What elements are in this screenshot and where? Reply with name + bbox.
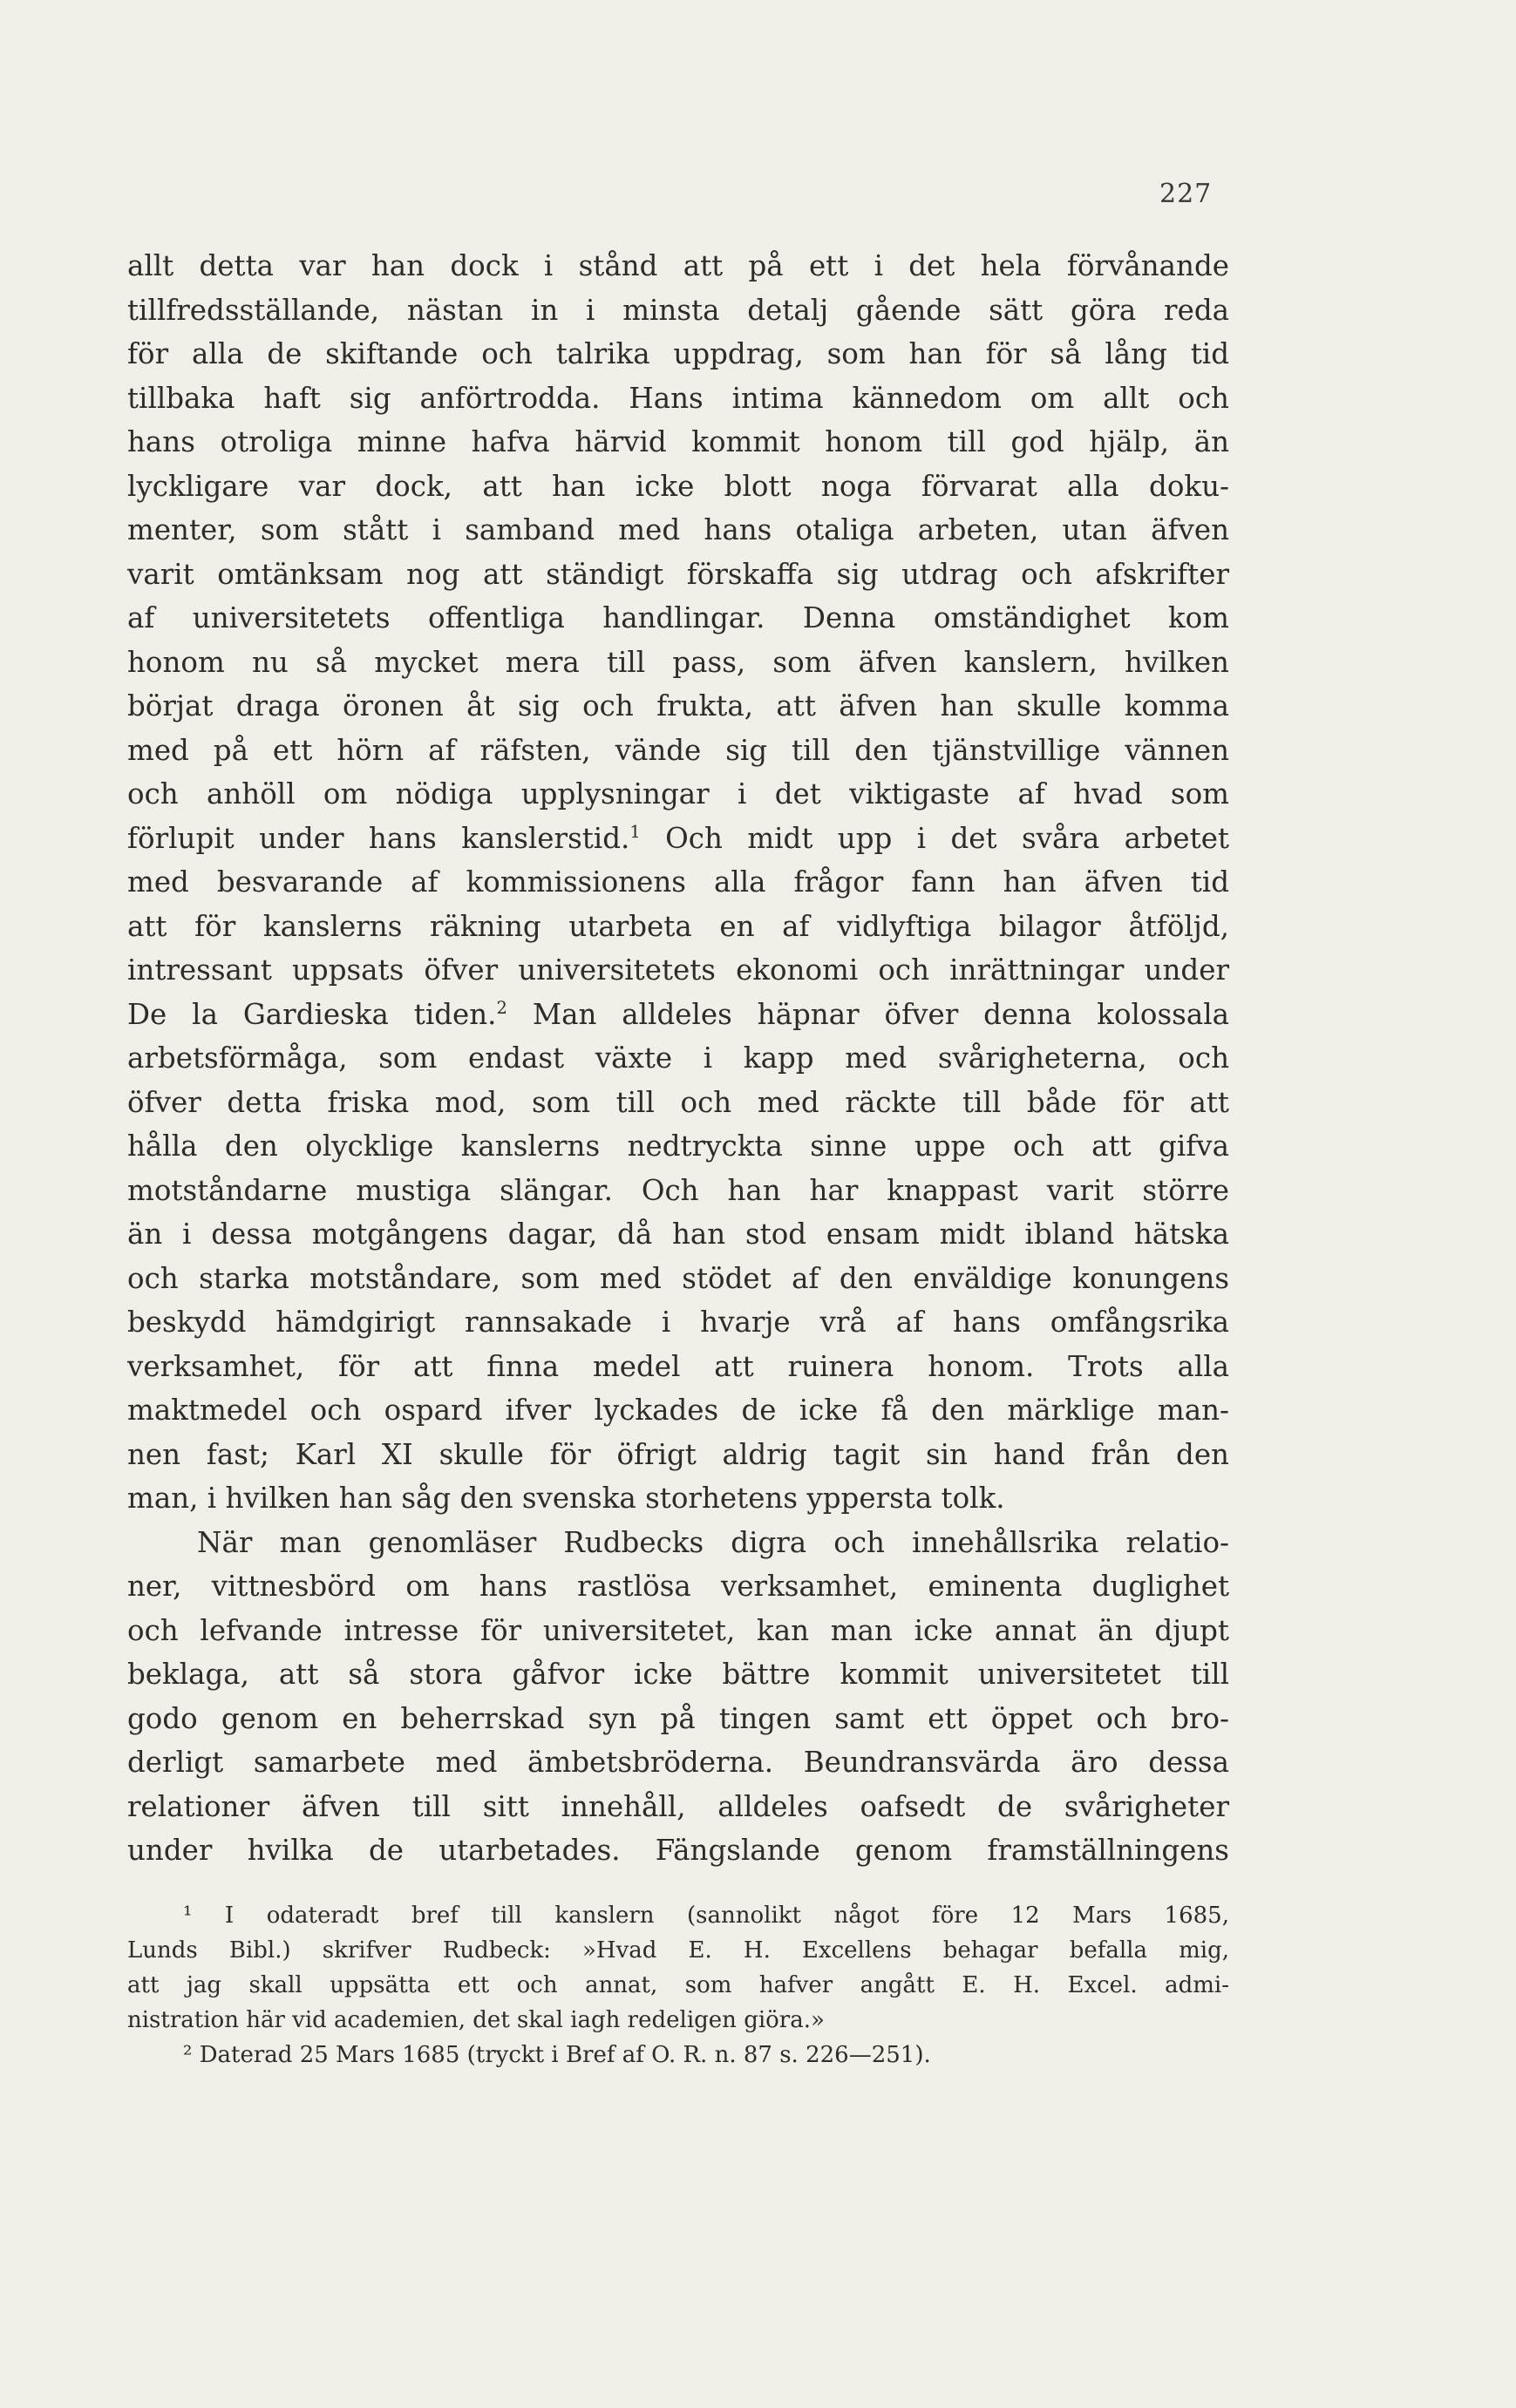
text-line: hans otroliga minne hafva härvid kommit honom till god hjälp, än (127, 425, 1229, 458)
text-line: för alla de skiftande och talrika uppdrag, som han för så lång tid (127, 337, 1229, 370)
text-line: förlupit under hans kanslerstid.$^1$ Och midt upp i det svåra arbetet (127, 821, 1229, 855)
text-line: än i dessa motgångens dagar, då han stod ensam midt ibland hätska (127, 1218, 1229, 1251)
page-number: 227 (1159, 179, 1213, 209)
text-line: och starka motståndare, som med stödet af den enväldige konungens (127, 1261, 1229, 1295)
text-line: godo genom en beherrskad syn på tingen samt ett öppet och bro- (127, 1701, 1229, 1735)
text-line: beskydd hämdgirigt rannsakade i hvarje vrå af hans omfångsrika (127, 1306, 1229, 1339)
footnote-line: att jag skall uppsätta ett och annat, som hafver angått E. H. Excel. admi- (127, 1972, 1229, 1998)
text-line: med besvarande af kommissionens alla frågor fann han äfven tid (127, 865, 1229, 899)
text-line: verksamhet, för att finna medel att ruinera honom. Trots alla (127, 1349, 1229, 1383)
text-line: De la Gardieska tiden.$^2$ Man alldeles häpnar öfver denna kolossala (127, 997, 1229, 1031)
text-line: man, i hvilken han såg den svenska storhetens yppersta tolk. (127, 1482, 1005, 1515)
text-line: maktmedel och ospard ifver lyckades de icke få den märklige man- (127, 1394, 1229, 1427)
text-line: relationer äfven till sitt innehåll, alldeles oafsedt de svårigheter (127, 1789, 1229, 1823)
text-line: och anhöll om nödiga upplysningar i det viktigaste af hvad som (127, 777, 1229, 811)
text-line: tillbaka haft sig anförtrodda. Hans intima kännedom om allt och (127, 381, 1229, 415)
text-line: hålla den olycklige kanslerns nedtryckta sinne uppe och att gifva (127, 1129, 1229, 1163)
footnote-line: ² Daterad 25 Mars 1685 (tryckt i Bref af O. R. n. 87 s. 226—251). (183, 2042, 931, 2068)
text-line: beklaga, att så stora gåfvor icke bättre kommit universitetet till (127, 1658, 1229, 1691)
footnote-line: nistration här vid academien, det skal iagh redeligen giöra.» (127, 2007, 825, 2033)
text-line: med på ett hörn af räfsten, vände sig till den tjänstvillige vännen (127, 733, 1229, 767)
text-line: lyckligare var dock, att han icke blott noga förvarat alla doku- (127, 469, 1229, 503)
text-line: menter, som stått i samband med hans otaliga arbeten, utan äfven (127, 513, 1229, 546)
footnote-line: ¹ I odateradt bref till kanslern (sannolikt något före 12 Mars 1685, (183, 1903, 1229, 1929)
text-line: börjat draga öronen åt sig och frukta, att äfven han skulle komma (127, 689, 1229, 722)
text-line: nen fast; Karl XI skulle för öfrigt aldrig tagit sin hand från den (127, 1437, 1229, 1471)
body-text (127, 244, 1229, 1873)
text-line: intressant uppsats öfver universitetets ekonomi och inrättningar under (127, 953, 1229, 987)
text-line: och lefvande intresse för universitetet, kan man icke annat än djupt (127, 1613, 1229, 1647)
text-line: derligt samarbete med ämbetsbröderna. Beundransvärda äro dessa (127, 1746, 1229, 1779)
footnotes (127, 1898, 1229, 2072)
text-line: varit omtänksam nog att ständigt förskaffa sig utdrag och afskrifter (127, 557, 1229, 591)
footnote-ref: 2 (496, 997, 507, 1018)
text-line: motståndarne mustiga slängar. Och han har knappast varit större (127, 1173, 1229, 1207)
text-line: att för kanslerns räkning utarbeta en af vidlyftiga bilagor åtföljd, (127, 909, 1229, 943)
footnote-ref: 1 (629, 821, 641, 842)
text-line: under hvilka de utarbetades. Fängslande genom framställningens (127, 1834, 1229, 1867)
text-line: honom nu så mycket mera till pass, som äfven kanslern, hvilken (127, 645, 1229, 679)
text-line: af universitetets offentliga handlingar. Denna omständighet kom (127, 601, 1229, 634)
text-line: När man genomläser Rudbecks digra och innehållsrika relatio- (197, 1525, 1229, 1559)
footnote-line: Lunds Bibl.) skrifver Rudbeck: »Hvad E. H. Excellens behagar befalla mig, (127, 1937, 1229, 1964)
text-line: allt detta var han dock i stånd att på ett i det hela förvånande (127, 249, 1229, 282)
text-line: arbetsförmåga, som endast växte i kapp med svårigheterna, och (127, 1041, 1229, 1075)
text-line: tillfredsställande, nästan in i minsta detalj gående sätt göra reda (127, 293, 1229, 327)
text-line: ner, vittnesbörd om hans rastlösa verksamhet, eminenta duglighet (127, 1570, 1229, 1603)
text-line: öfver detta friska mod, som till och med räckte till både för att (127, 1085, 1229, 1119)
